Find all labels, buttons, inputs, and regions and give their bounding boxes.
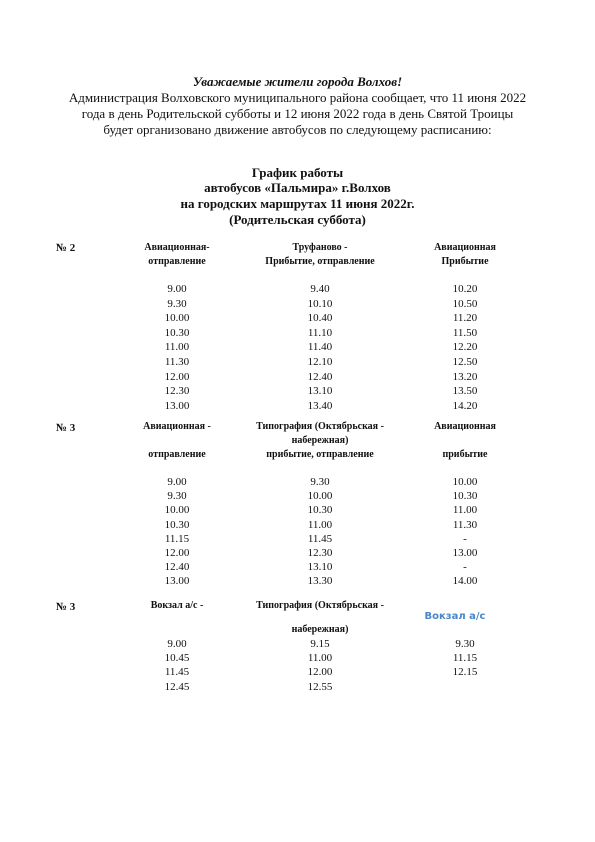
time-cell: 10.45 [164, 652, 190, 665]
time-cell: 10.20 [452, 283, 478, 295]
time-cell: - [463, 532, 467, 545]
column-header-1: Авиационная - отправление [143, 421, 211, 460]
time-cell: 9.15 [310, 638, 330, 650]
time-cell: 11.45 [307, 532, 333, 545]
schedule-title-1: График работы [251, 165, 344, 180]
time-cell: 13.30 [307, 575, 333, 588]
time-cell: 9.30 [455, 638, 475, 650]
time-cell: 10.00 [164, 312, 190, 325]
time-cell: 12.20 [452, 341, 478, 354]
time-cell: 12.50 [452, 356, 478, 368]
time-cell: 11.00 [307, 518, 333, 531]
intro-line-1: Администрация Волховского муниципального района сообщает, что 11 июня 2022 [68, 90, 527, 105]
route-number: № 3 [56, 601, 76, 613]
time-cell: 13.10 [307, 561, 333, 574]
time-cell: 11.30 [452, 518, 478, 531]
route-number: № 2 [56, 242, 76, 254]
time-cell: 12.40 [307, 370, 333, 383]
schedule-title-4: (Родительская суббота) [229, 212, 366, 227]
time-cell: 12.00 [307, 666, 333, 679]
time-cell: 12.55 [307, 680, 333, 693]
column-header-3: Авиационная прибытие [434, 421, 496, 460]
time-cell: 13.50 [452, 385, 478, 398]
time-cell: 13.00 [164, 575, 190, 588]
time-cell: 9.00 [167, 283, 187, 295]
time-cell: 12.00 [164, 370, 190, 383]
time-cell: 10.00 [164, 504, 190, 517]
time-cell: 12.40 [164, 561, 190, 574]
time-cell: 12.00 [164, 547, 190, 559]
column-header-3: Вокзал а/с [424, 611, 486, 622]
time-cell: 12.10 [307, 356, 333, 368]
time-cell: 11.20 [452, 312, 478, 325]
time-cell: 11.45 [164, 666, 190, 679]
time-cell: 11.40 [307, 341, 333, 354]
column-header-1: Авиационная- отправление [144, 242, 210, 267]
time-cell: 10.30 [307, 504, 333, 517]
time-cell: 9.30 [167, 490, 187, 503]
time-cell: 13.40 [307, 399, 333, 412]
schedule-title-2: автобусов «Пальмира» г.Волхов [204, 180, 391, 195]
time-cell: 10.50 [452, 297, 478, 310]
time-cell: 10.30 [452, 490, 478, 503]
time-cell: - [463, 561, 467, 574]
time-cell: 14.20 [452, 399, 478, 412]
time-cell: 9.30 [310, 476, 330, 488]
time-cell: 9.40 [310, 283, 330, 295]
time-cell: 11.50 [452, 326, 478, 339]
time-cell: 11.15 [452, 652, 478, 665]
time-cell: 12.30 [164, 385, 190, 398]
time-cell: 10.30 [164, 518, 190, 531]
time-cell: 9.00 [167, 476, 187, 488]
column-header-2: Типография (Октябрьская - набережная) прибытие, отправление [256, 421, 384, 460]
time-cell: 13.00 [452, 547, 478, 559]
time-cell: 11.00 [307, 652, 333, 665]
time-cell: 11.00 [164, 341, 190, 354]
time-cell: 10.00 [452, 476, 478, 488]
time-cell: 11.10 [307, 326, 333, 339]
greeting: Уважаемые жители города Волхов! [192, 74, 403, 89]
time-cell: 10.10 [307, 297, 333, 310]
time-cell: 12.15 [452, 666, 478, 679]
route-number: № 3 [56, 422, 76, 434]
time-cell: 9.30 [167, 297, 187, 310]
time-cell: 11.30 [164, 356, 190, 368]
time-cell: 13.20 [452, 370, 478, 383]
time-cell: 11.15 [164, 532, 190, 545]
time-cell: 14.00 [452, 575, 478, 588]
time-cell: 10.30 [164, 326, 190, 339]
schedule-title-3: на городских маршрутах 11 июня 2022г. [180, 196, 415, 211]
time-cell: 9.00 [167, 638, 187, 650]
time-cell: 13.10 [307, 385, 333, 398]
time-cell: 10.00 [307, 490, 333, 503]
time-cell: 12.45 [164, 680, 190, 693]
time-cell: 11.00 [452, 504, 478, 517]
column-header-3: Авиационная Прибытие [434, 242, 496, 267]
column-header-1: Вокзал а/с - [150, 600, 204, 611]
intro-line-3: будет организовано движение автобусов по следующему расписанию: [103, 122, 492, 137]
time-cell: 12.30 [307, 547, 333, 559]
time-cell: 10.40 [307, 312, 333, 325]
column-header-2: Типография (Октябрьская - набережная) [256, 600, 384, 635]
column-header-2: Труфаново - Прибытие, отправление [265, 242, 375, 267]
time-cell: 13.00 [164, 399, 190, 412]
intro-line-2: года в день Родительской субботы и 12 июня 2022 года в день Святой Троицы [81, 106, 514, 121]
